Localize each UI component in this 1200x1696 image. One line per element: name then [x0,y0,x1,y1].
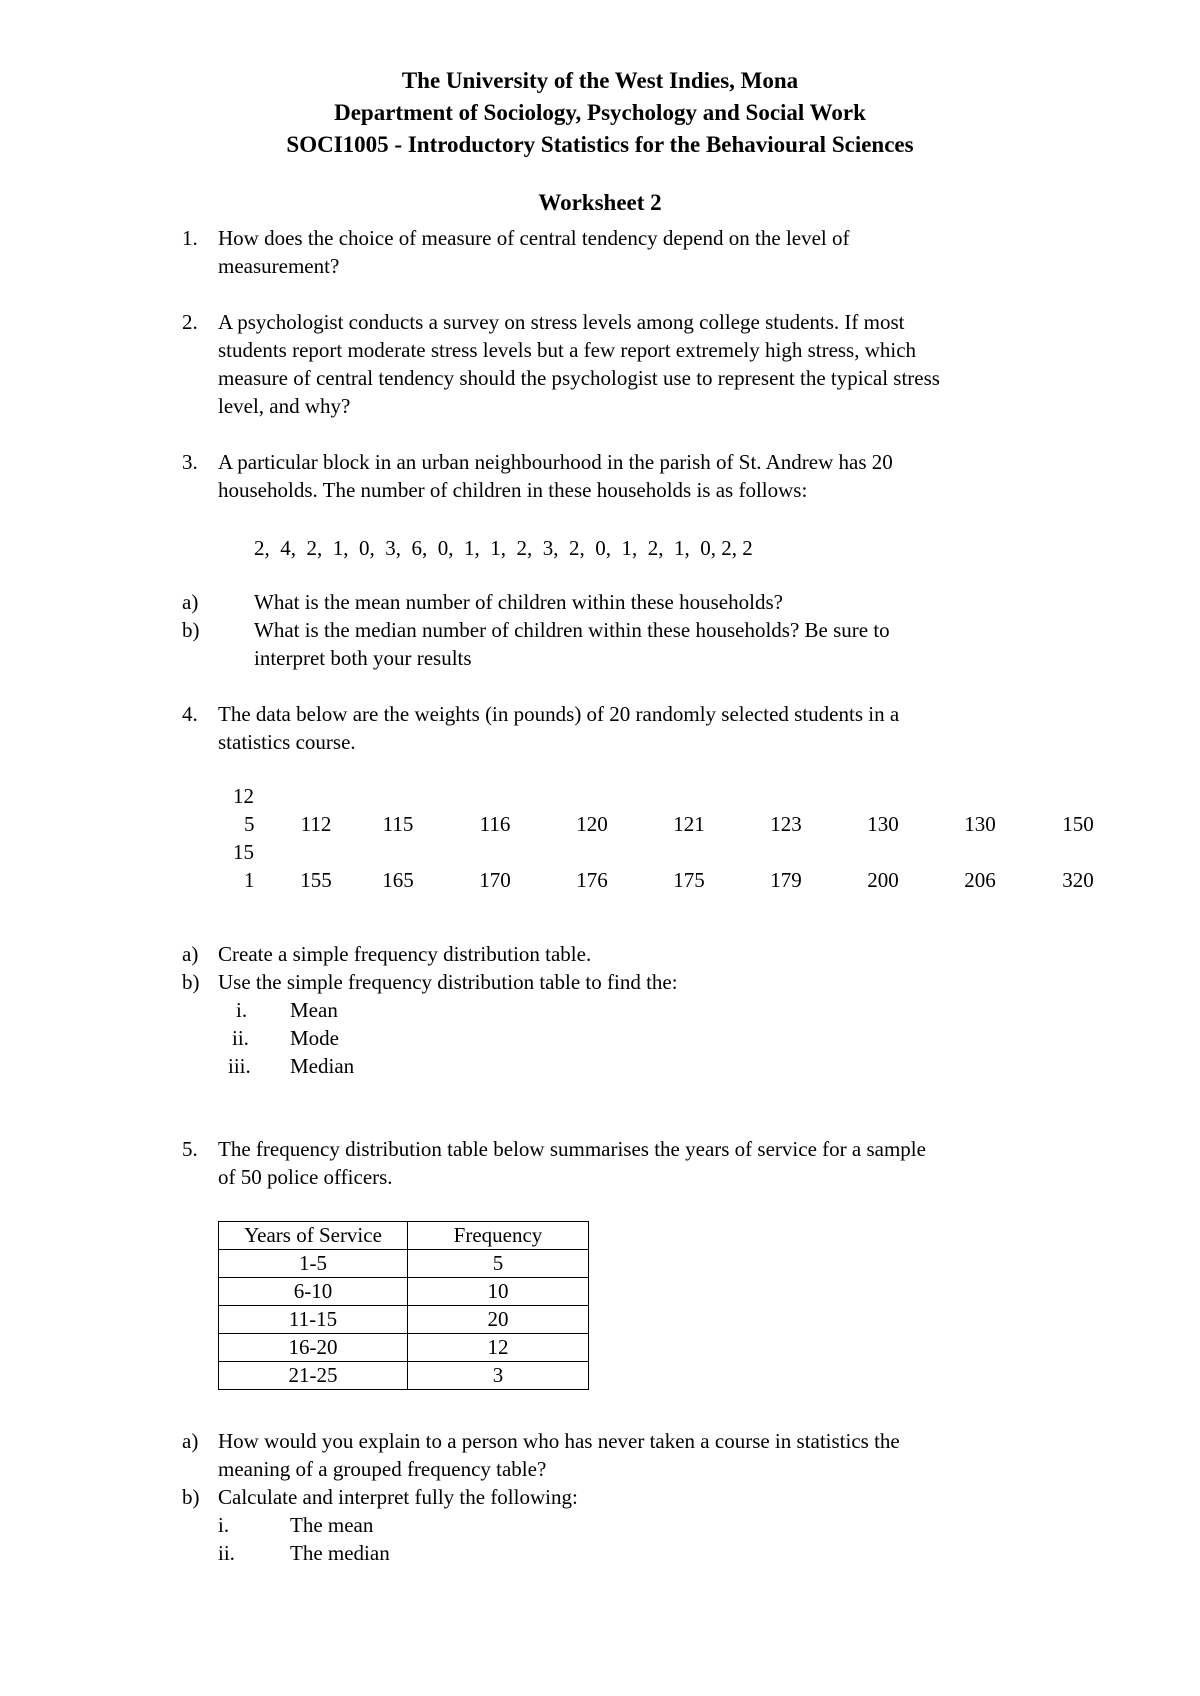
q4b-text: Use the simple frequency distribution table to find the: [218,970,678,994]
weight-cell: 130 [867,812,899,836]
weight-cell: 206 [964,868,996,892]
q2-text-line: students report moderate stress levels but a few report extremely high stress, which [218,338,917,362]
q4-number: 4. [182,702,198,726]
q2-text-line: A psychologist conducts a survey on stress levels among college students. If most [218,310,905,334]
table-cell: 16-20 [219,1334,408,1362]
weight-cell: 165 [382,868,414,892]
q3-number: 3. [182,450,198,474]
table-cell: 11-15 [219,1306,408,1334]
q2-text-line: level, and why? [218,394,351,418]
weight-cell: 115 [382,812,414,836]
weight-cell: 175 [673,868,705,892]
q1-text-line: How does the choice of measure of central tendency depend on the level of [218,226,850,250]
table-row [219,1278,589,1306]
q3a-text: What is the mean number of children within these households? [254,590,783,614]
q4b-sub-label: ii. [232,1026,249,1050]
q1-text-line: measurement? [218,254,340,278]
table-cell: 1-5 [219,1250,408,1278]
q3-text-line: A particular block in an urban neighbourhood in the parish of St. Andrew has 20 [218,450,893,474]
q5b-sub-text: The median [290,1541,390,1565]
q4b-label: b) [182,970,200,994]
department-title: Department of Sociology, Psychology and Social Work [334,100,866,125]
q3-text-line: households. The number of children in these households is as follows: [218,478,808,502]
q4b-sub-text: Mode [290,1026,339,1050]
weight-cell: 150 [1062,812,1094,836]
table-cell: 5 [408,1250,589,1278]
weight-cell: 112 [300,812,332,836]
table-cell: 6-10 [219,1278,408,1306]
q4a-text: Create a simple frequency distribution table. [218,942,592,966]
table-header-cell: Years of Service [219,1222,408,1250]
q5-text-line: of 50 police officers. [218,1165,393,1189]
weight-cell: 320 [1062,868,1094,892]
q3a-label: a) [182,590,199,614]
table-row [219,1334,589,1362]
frequency-table [218,1221,589,1390]
weight-cell-split-bottom: 1 [244,868,255,892]
table-row [219,1362,589,1390]
q4b-sub-label: iii. [228,1054,251,1078]
q5-text-line: The frequency distribution table below summarises the years of service for a sample [218,1137,926,1161]
weight-cell-split-top: 12 [233,784,254,808]
weight-cell: 123 [770,812,802,836]
weight-cell: 176 [576,868,608,892]
q4b-sub-text: Median [290,1054,355,1078]
table-cell: 10 [408,1278,589,1306]
weight-cell: 155 [300,868,332,892]
q5a-label: a) [182,1429,199,1453]
weight-cell: 170 [479,868,511,892]
q5b-label: b) [182,1485,200,1509]
q5a-text-line: How would you explain to a person who has never taken a course in statistics the [218,1429,900,1453]
university-title: The University of the West Indies, Mona [401,68,799,93]
table-header-cell: Frequency [408,1222,589,1250]
weight-cell-split-top: 15 [233,840,254,864]
q3b-label: b) [182,618,200,642]
q3-data-values: 2, 4, 2, 1, 0, 3, 6, 0, 1, 1, 2, 3, 2, 0, 1, 2, 1, 0, 2, 2 [254,536,753,560]
q5b-sub-label: i. [218,1513,230,1537]
q5b-text: Calculate and interpret fully the following: [218,1485,578,1509]
weight-cell: 121 [673,812,705,836]
q1-number: 1. [182,226,198,250]
q4b-sub-label: i. [236,998,248,1022]
q5-number: 5. [182,1137,198,1161]
table-cell: 20 [408,1306,589,1334]
q5b-sub-label: ii. [218,1541,235,1565]
q4a-label: a) [182,942,199,966]
q4-text-line: The data below are the weights (in pounds) of 20 randomly selected students in a [218,702,900,726]
q4-text-line: statistics course. [218,730,356,754]
worksheet-title: Worksheet 2 [538,190,662,215]
table-cell: 21-25 [219,1362,408,1390]
q5a-text-line: meaning of a grouped frequency table? [218,1457,547,1481]
q2-number: 2. [182,310,198,334]
weight-cell: 179 [770,868,802,892]
table-cell: 12 [408,1334,589,1362]
table-row [219,1306,589,1334]
q4b-sub-text: Mean [290,998,338,1022]
weight-cell: 200 [867,868,899,892]
weight-cell: 116 [479,812,511,836]
weight-cell: 130 [964,812,996,836]
table-header-row [219,1222,589,1250]
table-cell: 3 [408,1362,589,1390]
table-row [219,1250,589,1278]
q5b-sub-text: The mean [290,1513,374,1537]
weight-cell-split-bottom: 5 [244,812,255,836]
q3b-text-line: What is the median number of children within these households? Be sure to [254,618,890,642]
weight-cell: 120 [576,812,608,836]
q2-text-line: measure of central tendency should the psychologist use to represent the typical stress [218,366,940,390]
course-title: SOCI1005 - Introductory Statistics for the Behavioural Sciences [286,132,914,157]
q3b-text-line: interpret both your results [254,646,472,670]
